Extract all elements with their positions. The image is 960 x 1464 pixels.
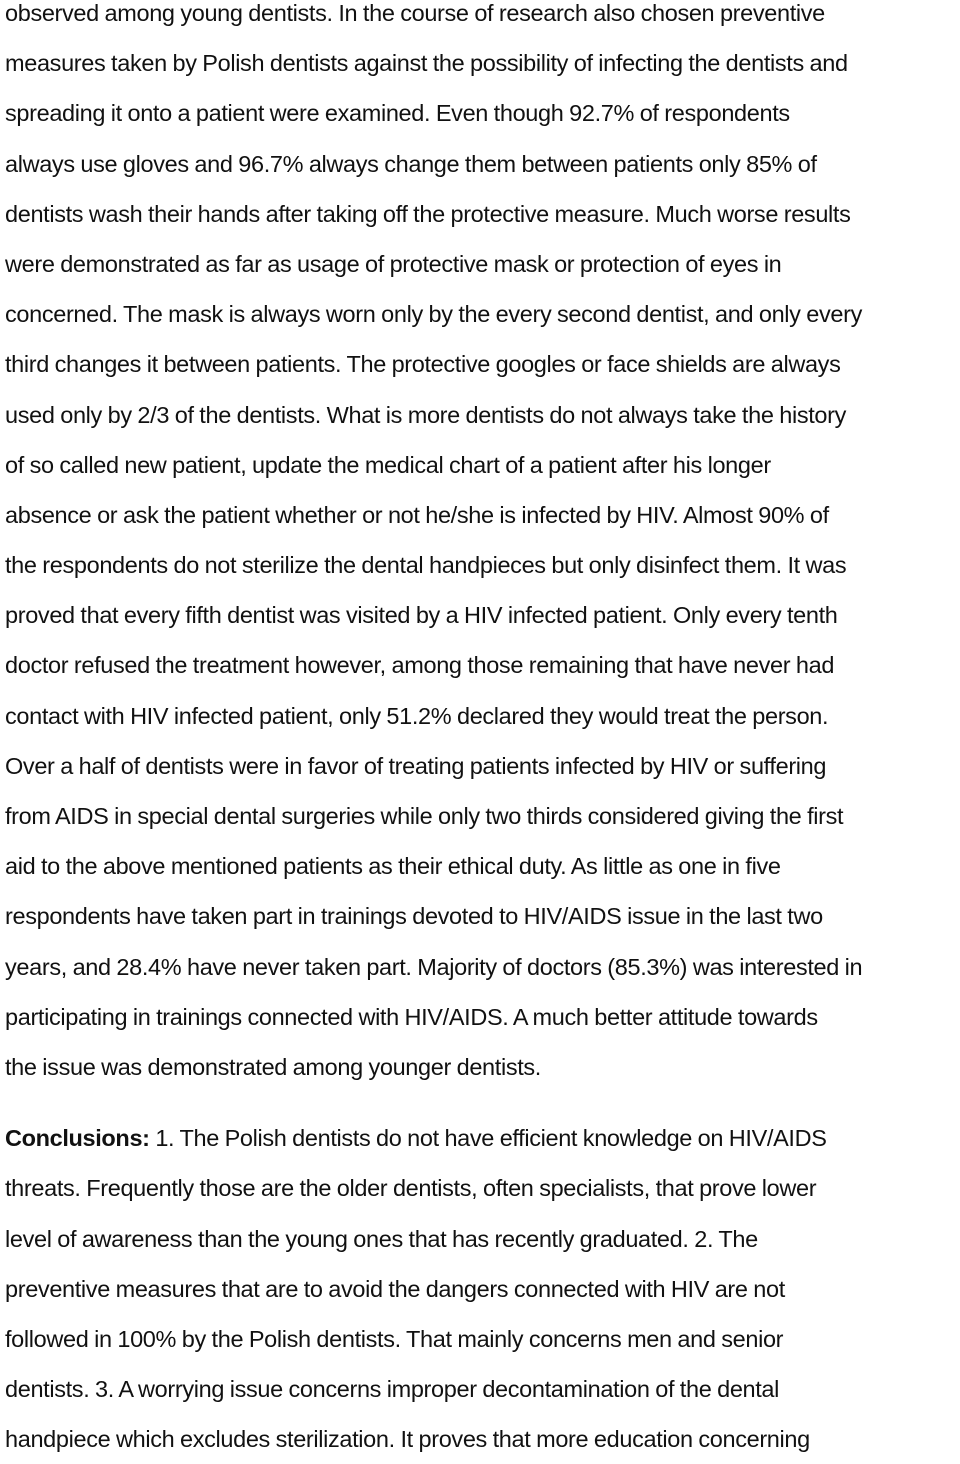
- text-line: concerned. The mask is always worn only by the every second dentist, and only every: [5, 301, 862, 328]
- text-line: third changes it between patients. The protective googles or face shields are always: [5, 351, 841, 378]
- text-line: dentists wash their hands after taking off the protective measure. Much worse results: [5, 200, 851, 227]
- conclusions-first-line-text: 1. The Polish dentists do not have efficient knowledge on HIV/AIDS: [149, 1125, 827, 1152]
- conclusions-paragraph: [5, 1113, 960, 1464]
- paragraph-spacer: [5, 1092, 960, 1113]
- text-line: used only by 2/3 of the dentists. What is more dentists do not always take the history: [5, 401, 846, 428]
- conclusions-heading: Conclusions:: [5, 1125, 150, 1152]
- text-line: spreading it onto a patient were examined. Even though 92.7% of respondents: [5, 100, 790, 127]
- text-line: the issue was demonstrated among younger dentists.: [5, 1053, 541, 1080]
- text-line: threats. Frequently those are the older dentists, often specialists, that prove lower: [5, 1175, 817, 1202]
- text-line: always use gloves and 96.7% always change them between patients only 85% of: [5, 150, 817, 177]
- body-paragraph: [5, 0, 960, 1092]
- document-page: [5, 0, 960, 1464]
- text-line: from AIDS in special dental surgeries while only two thirds considered giving the first: [5, 803, 844, 829]
- text-line: measures taken by Polish dentists against the possibility of infecting the dentists and: [5, 50, 848, 77]
- text-line: years, and 28.4% have never taken part. Majority of doctors (85.3%) was interested in: [5, 953, 863, 980]
- text-line: Over a half of dentists were in favor of treating patients infected by HIV or suffering: [5, 752, 827, 779]
- text-line: were demonstrated as far as usage of protective mask or protection of eyes in: [5, 250, 782, 277]
- text-line: dentists. 3. A worrying issue concerns improper decontamination of the dental: [5, 1376, 780, 1403]
- text-line: handpiece which excludes sterilization. It proves that more education concerning: [5, 1426, 810, 1453]
- text-line: followed in 100% by the Polish dentists. That mainly concerns men and senior: [5, 1325, 784, 1352]
- text-line: preventive measures that are to avoid the dangers connected with HIV are not: [5, 1275, 785, 1302]
- text-line: doctor refused the treatment however, among those remaining that have never had: [5, 652, 835, 679]
- text-line: observed among young dentists. In the course of research also chosen preventive: [5, 0, 825, 26]
- text-line: absence or ask the patient whether or not he/she is infected by HIV. Almost 90% of: [5, 501, 829, 528]
- text-line: contact with HIV infected patient, only 51.2% declared they would treat the person.: [5, 702, 829, 729]
- text-line: respondents have taken part in trainings devoted to HIV/AIDS issue in the last two: [5, 903, 823, 930]
- text-line: level of awareness than the young ones that has recently graduated. 2. The: [5, 1225, 758, 1252]
- conclusions-first-line: [5, 1113, 960, 1163]
- text-line: proved that every fifth dentist was visited by a HIV infected patient. Only every tenth: [5, 602, 838, 629]
- text-line: aid to the above mentioned patients as their ethical duty. As little as one in five: [5, 853, 781, 880]
- text-line: participating in trainings connected with HIV/AIDS. A much better attitude towards: [5, 1003, 818, 1030]
- text-line: of so called new patient, update the medical chart of a patient after his longer: [5, 451, 771, 478]
- text-line: the respondents do not sterilize the dental handpieces but only disinfect them. It was: [5, 552, 847, 579]
